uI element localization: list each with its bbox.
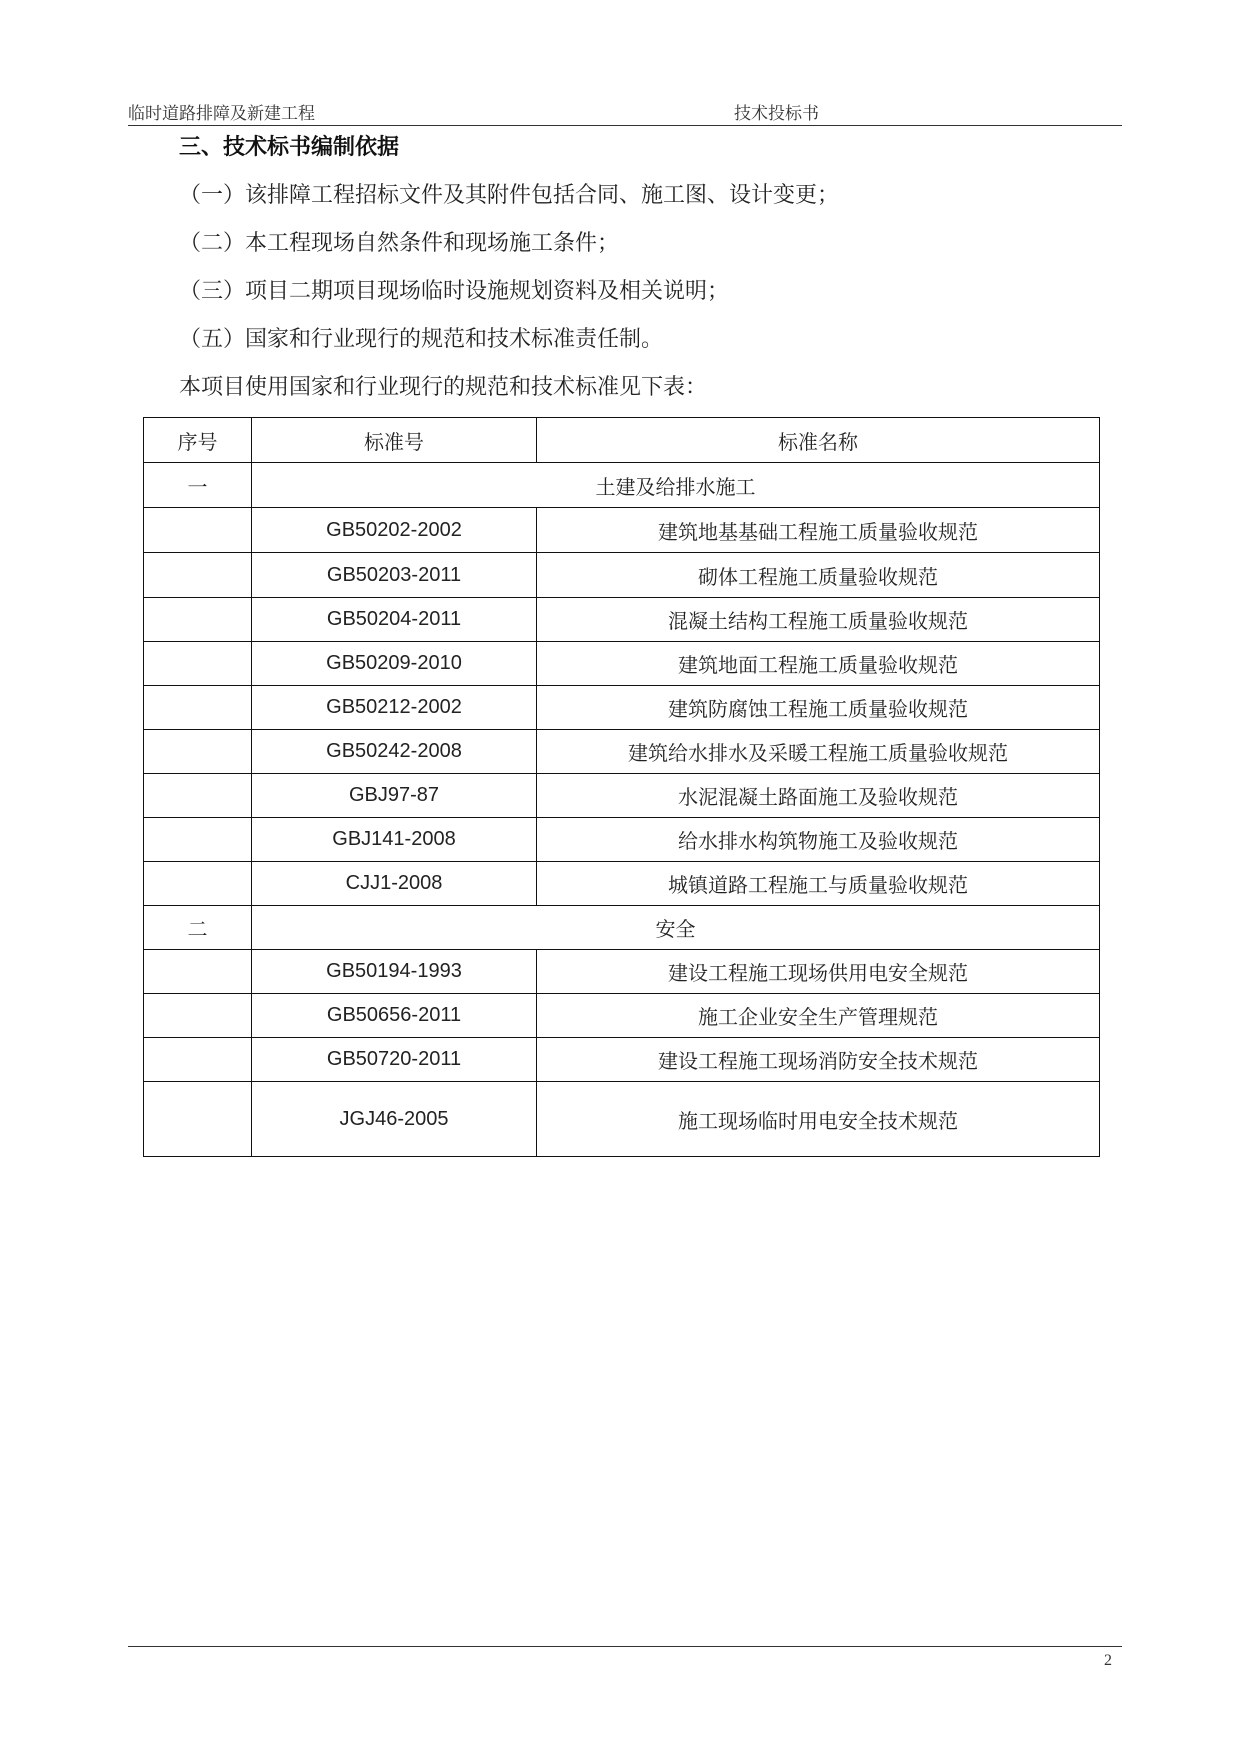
standard-name: 建筑防腐蚀工程施工质量验收规范	[537, 686, 1100, 730]
standard-code: GB50202-2002	[252, 508, 537, 553]
section-title: 三、技术标书编制依据	[179, 135, 400, 160]
standard-code: GB50203-2011	[252, 553, 537, 598]
row-seq	[144, 508, 252, 553]
standard-code: GB50242-2008	[252, 730, 537, 774]
page-header	[128, 99, 1122, 126]
header-name: 标准名称	[537, 418, 1100, 463]
row-seq	[144, 1038, 252, 1082]
page-number: 2	[1104, 1652, 1112, 1669]
standard-code: CJJ1-2008	[252, 862, 537, 906]
row-seq	[144, 1082, 252, 1157]
table-intro: 本项目使用国家和行业现行的规范和技术标准见下表：	[179, 375, 708, 400]
standard-name: 建筑地面工程施工质量验收规范	[537, 642, 1100, 686]
standard-name: 施工现场临时用电安全技术规范	[537, 1082, 1100, 1157]
row-seq	[144, 553, 252, 598]
standard-code: GB50204-2011	[252, 598, 537, 642]
paragraph-2: （二）本工程现场自然条件和现场施工条件；	[179, 231, 620, 256]
row-seq	[144, 774, 252, 818]
header-code: 标准号	[252, 418, 537, 463]
standard-name: 建设工程施工现场消防安全技术规范	[537, 1038, 1100, 1082]
standard-code: GB50212-2002	[252, 686, 537, 730]
group-seq: 一	[144, 463, 252, 508]
paragraph-4: （五）国家和行业现行的规范和技术标准责任制。	[179, 327, 664, 352]
standard-name: 砌体工程施工质量验收规范	[537, 553, 1100, 598]
group-row	[144, 463, 1100, 508]
table-row	[144, 686, 1100, 730]
footer-divider	[128, 1646, 1122, 1647]
table-row	[144, 508, 1100, 553]
standard-name: 混凝土结构工程施工质量验收规范	[537, 598, 1100, 642]
group-row	[144, 906, 1100, 950]
table-row	[144, 818, 1100, 862]
table-row	[144, 553, 1100, 598]
standard-code: GBJ141-2008	[252, 818, 537, 862]
standards-table	[143, 417, 1100, 1157]
table-row	[144, 598, 1100, 642]
header-project-title: 临时道路排障及新建工程	[128, 104, 315, 124]
table-row	[144, 862, 1100, 906]
row-seq	[144, 730, 252, 774]
standard-code: GB50656-2011	[252, 994, 537, 1038]
header-document-type: 技术投标书	[734, 104, 819, 124]
table-row	[144, 730, 1100, 774]
row-seq	[144, 994, 252, 1038]
standard-name: 施工企业安全生产管理规范	[537, 994, 1100, 1038]
group-title: 安全	[252, 906, 1100, 950]
standard-code: GB50209-2010	[252, 642, 537, 686]
row-seq	[144, 642, 252, 686]
standard-name: 城镇道路工程施工与质量验收规范	[537, 862, 1100, 906]
row-seq	[144, 862, 252, 906]
paragraph-1: （一）该排障工程招标文件及其附件包括合同、施工图、设计变更；	[179, 183, 840, 208]
standard-name: 建设工程施工现场供用电安全规范	[537, 950, 1100, 994]
paragraph-3: （三）项目二期项目现场临时设施规划资料及相关说明；	[179, 279, 730, 304]
standard-code: GB50194-1993	[252, 950, 537, 994]
table-row	[144, 1082, 1100, 1157]
standard-name: 水泥混凝土路面施工及验收规范	[537, 774, 1100, 818]
standard-code: GB50720-2011	[252, 1038, 537, 1082]
group-title: 土建及给排水施工	[252, 463, 1100, 508]
row-seq	[144, 950, 252, 994]
standard-name: 给水排水构筑物施工及验收规范	[537, 818, 1100, 862]
standard-name: 建筑地基基础工程施工质量验收规范	[537, 508, 1100, 553]
table-row	[144, 1038, 1100, 1082]
table-row	[144, 950, 1100, 994]
table-header-row	[144, 418, 1100, 463]
row-seq	[144, 686, 252, 730]
group-seq: 二	[144, 906, 252, 950]
header-seq: 序号	[144, 418, 252, 463]
standard-code: GBJ97-87	[252, 774, 537, 818]
standard-name: 建筑给水排水及采暖工程施工质量验收规范	[537, 730, 1100, 774]
row-seq	[144, 598, 252, 642]
row-seq	[144, 818, 252, 862]
standard-code: JGJ46-2005	[252, 1082, 537, 1157]
table-row	[144, 642, 1100, 686]
table-row	[144, 994, 1100, 1038]
table-row	[144, 774, 1100, 818]
